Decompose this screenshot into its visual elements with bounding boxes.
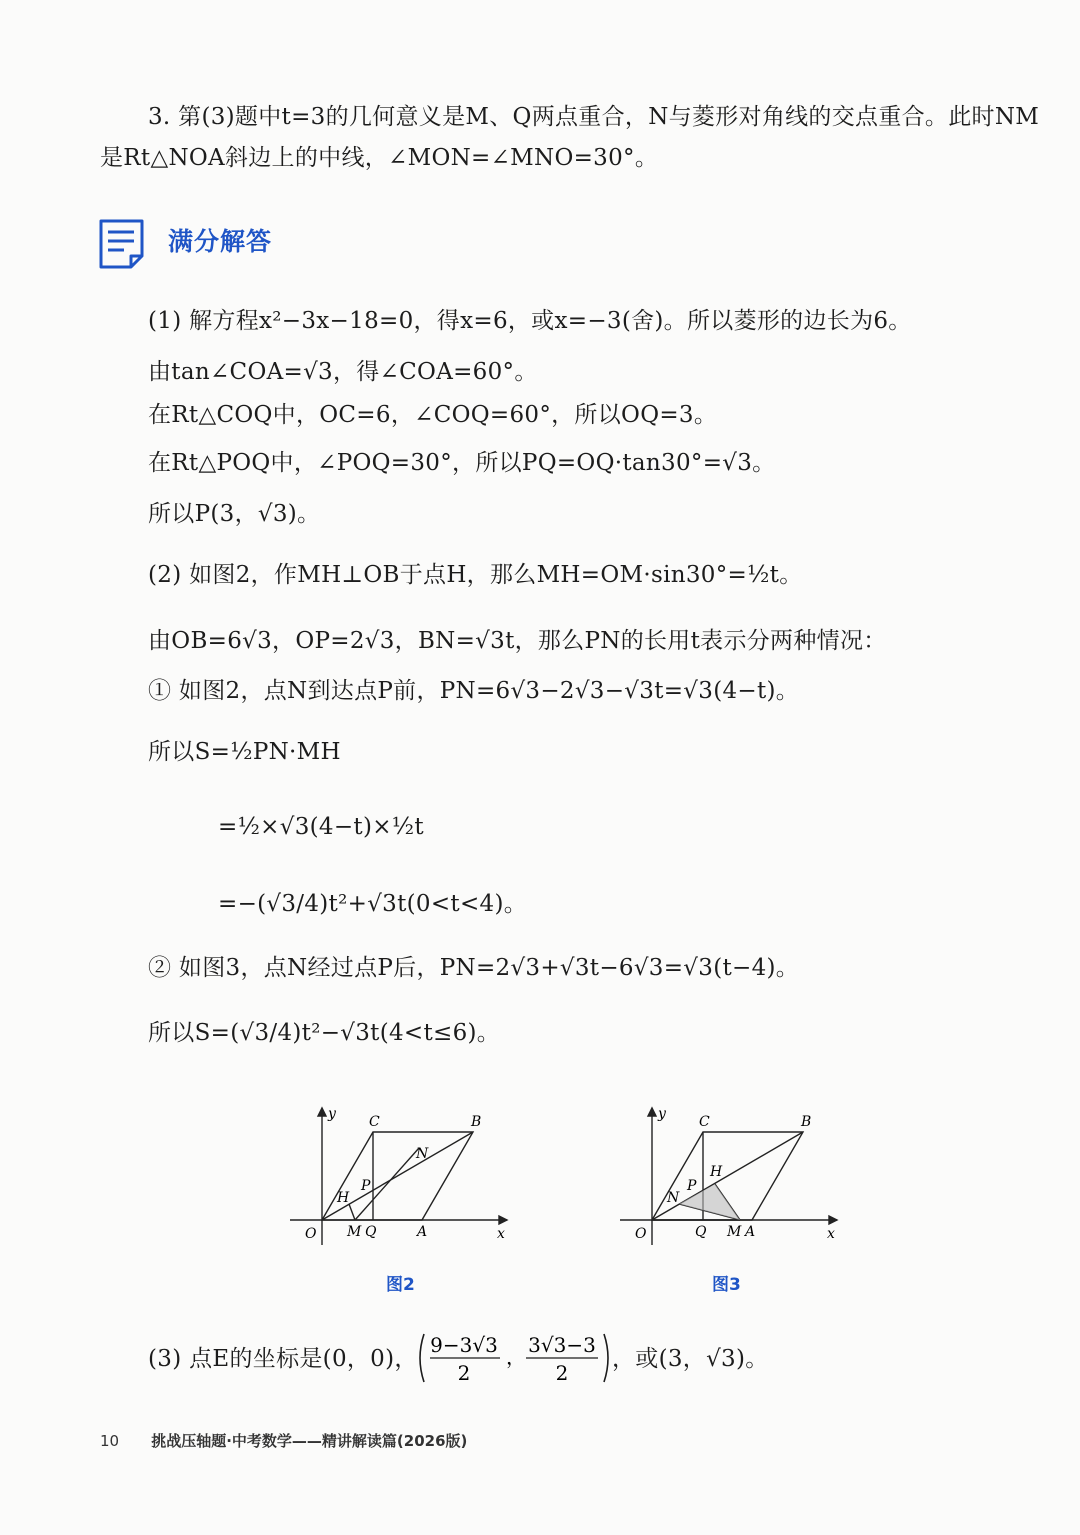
frac1-numerator: 9−3√3 [430,1333,498,1357]
fig2-label-B: B [471,1114,482,1130]
fig3-label-x: x [827,1226,835,1242]
solution-line: 所以P(3，√3)。 [148,501,321,527]
solution-line: 在Rt△POQ中，∠POQ=30°，所以PQ=OQ·tan30°=√3。 [148,450,776,476]
solution-line: 所以S=(√3/4)t²−√3t(4<t≤6)。 [148,1020,501,1046]
fig2-label-Q: Q [365,1224,377,1240]
fig2-label-C: C [369,1114,380,1130]
fig3-label-H: H [710,1164,723,1180]
page-number: 10 [100,1432,120,1450]
fig3-label-Q: Q [695,1224,707,1240]
fig2-label-O: O [305,1226,317,1242]
fig3-label-y: y [658,1106,666,1122]
answer3-prefix: (3) 点E的坐标是(0，0)， [148,1346,418,1372]
fig2-label-y: y [328,1106,336,1122]
figure-3-diagram [615,1100,845,1250]
page-footer [100,1430,467,1451]
solution-line: ① 如图2，点N到达点P前，PN=6√3−2√3−√3t=√3(4−t)。 [148,678,800,704]
solution-line: 所以S=½PN·MH [148,739,341,765]
fig3-label-C: C [699,1114,710,1130]
book-title: 挑战压轴题·中考数学——精讲解读篇(2026版) [151,1432,468,1450]
section-title: 满分解答 [168,227,273,256]
fig2-label-M: M [347,1224,362,1240]
figure-3-caption: 图3 [712,1275,741,1295]
frac2-denominator: 2 [555,1361,569,1385]
fig2-label-H: H [337,1190,350,1206]
document-icon [98,218,148,270]
fig2-label-P: P [361,1178,371,1194]
solution-line: (2) 如图2，作MH⊥OB于点H，那么MH=OM·sin30°=½t。 [148,562,803,588]
answer3-coordinate [416,1330,616,1386]
solution-line: =−(√3/4)t²+√3t(0<t<4)。 [218,891,528,917]
frac1-denominator: 2 [457,1361,471,1385]
solution-line: 在Rt△COQ中，OC=6，∠COQ=60°，所以OQ=3。 [148,402,718,428]
answer3-suffix: ，或(3，√3)。 [612,1346,769,1372]
fig3-label-M: M [727,1224,742,1240]
solution-line: (1) 解方程x²−3x−18=0，得x=6，或x=−3(舍)。所以菱形的边长为6。 [148,308,912,334]
solution-line: 由tan∠COA=√3，得∠COA=60°。 [148,359,538,385]
fig3-label-N: N [667,1190,680,1206]
note-line-2: 是Rt△NOA斜边上的中线，∠MON=∠MNO=30°。 [100,145,659,171]
solution-line: =½×√3(4−t)×½t [218,814,424,840]
note-line-1: 3. 第(3)题中t=3的几何意义是M、Q两点重合，N与菱形对角线的交点重合。此时NM [148,104,1040,130]
figure-2-diagram [285,1100,515,1250]
solution-line: ② 如图3，点N经过点P后，PN=2√3+√3t−6√3=√3(t−4)。 [148,955,800,981]
fig2-label-A: A [417,1224,428,1240]
svg-text:，: ， [506,1345,526,1369]
solution-line: 由OB=6√3，OP=2√3，BN=√3t，那么PN的长用t表示分两种情况： [148,628,887,654]
fig3-label-B: B [801,1114,812,1130]
fig2-label-N: N [416,1146,429,1162]
fig3-label-P: P [687,1178,697,1194]
figure-2-caption: 图2 [386,1275,415,1295]
fig3-label-O: O [635,1226,647,1242]
fig3-label-A: A [745,1224,756,1240]
frac2-numerator: 3√3−3 [528,1333,596,1357]
fig2-label-x: x [497,1226,505,1242]
